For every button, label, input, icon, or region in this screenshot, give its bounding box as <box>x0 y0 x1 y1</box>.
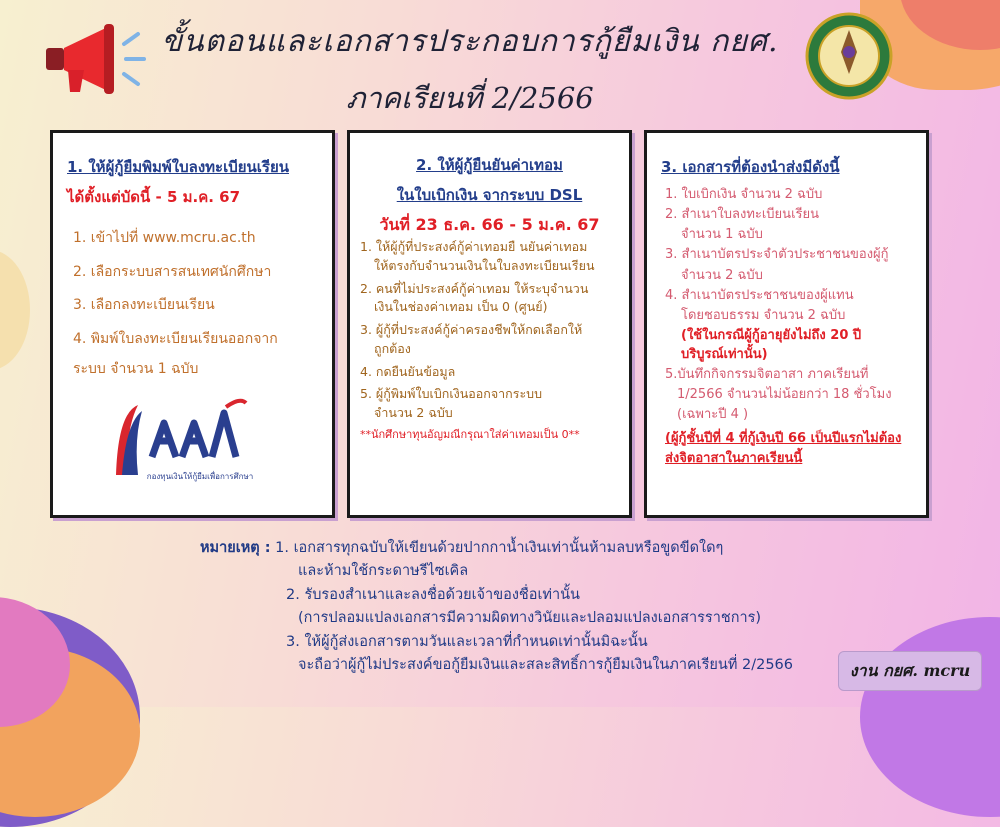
list-item: 3. สำเนาบัตรประจำตัวประชาชนของผู้กู้ <box>665 247 889 263</box>
page-title: ขั้นตอนและเอกสารประกอบการกู้ยืมเงิน กยศ. <box>161 24 779 59</box>
remark-item: และห้ามใช้กระดาษรีไซเคิล <box>298 563 469 580</box>
step1-date: ได้ตั้งแต่บัดนี้ - 5 ม.ค. 67 <box>67 188 241 206</box>
step1-card <box>50 130 335 518</box>
remarks-label: หมายเหตุ : <box>200 540 271 556</box>
step3-heading: 3. เอกสารที่ต้องนำส่งมีดังนี้ <box>661 158 840 176</box>
list-item: 1. ให้ผู้กู้ที่ประสงค์กู้ค่าเทอมยื นยันค่าเทอม <box>360 239 588 254</box>
university-seal-logo <box>805 12 893 100</box>
list-item: ถูกต้อง <box>374 340 411 356</box>
list-item: 3. ผู้กู้ที่ประสงค์กู้ค่าครองชีพให้กดเลือกให้ <box>360 322 583 337</box>
list-item: (เฉพาะปี 4 ) <box>677 407 749 423</box>
footer-badge: งาน กยศ. mcru <box>838 651 982 691</box>
list-item: 5.บันทึกกิจกรรมจิตอาสา ภาคเรียนที่ <box>665 366 869 382</box>
page-subtitle: ภาคเรียนที่ 2/2566 <box>346 81 594 115</box>
remark-item: (การปลอมแปลงเอกสารมีความผิดทางวินัยและปลอมแปลงเอกสารราชการ) <box>298 610 762 627</box>
list-item: เงินในช่องค่าเทอม เป็น 0 (ศูนย์) <box>374 299 548 315</box>
list-item: 4. กดยืนยันข้อมูล <box>360 363 456 379</box>
list-item: 2. คนที่ไม่ประสงค์กู้ค่าเทอม ให้ระบุจำนวน <box>360 280 589 296</box>
list-item: 2. เลือกระบบสารสนเทศนักศึกษา <box>73 263 272 280</box>
list-item: จำนวน 2 ฉบับ <box>681 267 763 283</box>
list-item: จำนวน 2 ฉบับ <box>374 405 453 420</box>
remark-item: 1. เอกสารทุกฉบับให้เขียนด้วยปากกาน้ำเงินเท่านั้นห้ามลบหรือขูดขีดใดๆ <box>275 540 724 556</box>
list-item: 5. ผู้กู้พิมพ์ใบเบิกเงินออกจากระบบ <box>360 386 543 402</box>
remark-item: จะถือว่าผู้กู้ไม่ประสงค์ขอกู้ยืมเงินและสละสิทธิ์การกู้ยืมเงินในภาคเรียนที่ 2/2566 <box>298 657 794 674</box>
step3-warning: (ใช้ในกรณีผู้กู้อายุยังไม่ถึง 20 ปี <box>681 327 862 343</box>
step2-heading: 2. ให้ผู้กู้ยืนยันค่าเทอม <box>416 156 563 174</box>
step3-note: (ผู้กู้ชั้นปีที่ 4 ที่กู้เงินปี 66 เป็นปีแรกไม่ต้อง <box>665 431 902 447</box>
list-item: 4. สำเนาบัตรประชาชนของผู้แทน <box>665 287 854 303</box>
step2-date: วันที่ 23 ธ.ค. 66 - 5 ม.ค. 67 <box>379 215 600 234</box>
background-shape <box>860 617 1000 817</box>
step3-card <box>644 130 929 518</box>
kyosor-logo-text: กองทุนเงินให้กู้ยืมเพื่อการศึกษา <box>146 472 254 481</box>
list-item: 1. ใบเบิกเงิน จำนวน 2 ฉบับ <box>665 187 823 202</box>
remarks-block <box>200 537 840 678</box>
list-item: โดยชอบธรรม จำนวน 2 ฉบับ <box>681 307 846 323</box>
step3-warning: บริบูรณ์เท่านั้น) <box>681 347 768 363</box>
remark-item: 3. ให้ผู้กู้ส่งเอกสารตามวันและเวลาที่กำหนดเท่านั้นมิฉะนั้น <box>286 633 648 650</box>
background-shape <box>0 250 30 370</box>
list-item: 3. เลือกลงทะเบียนเรียน <box>73 297 215 314</box>
list-item: 1/2566 จำนวนไม่น้อยกว่า 18 ชั่วโมง <box>677 387 892 403</box>
step3-note: ส่งจิตอาสาในภาคเรียนนี้ <box>665 450 803 466</box>
megaphone-icon <box>40 18 150 98</box>
title-block <box>150 18 790 121</box>
list-item: ให้ตรงกับจำนวนเงินในใบลงทะเบียนเรียน <box>374 257 595 273</box>
step1-heading: 1. ให้ผู้กู้ยืมพิมพ์ใบลงทะเบียนเรียน <box>67 158 290 176</box>
step2-heading-sub: ในใบเบิกเงิน จากระบบ DSL <box>396 186 583 204</box>
step2-note: **นักศึกษาทุนอัญมณีกรุณาใส่ค่าเทอมเป็น 0** <box>360 427 580 441</box>
list-item: 2. สำเนาใบลงทะเบียนเรียน <box>665 207 819 223</box>
list-item: จำนวน 1 ฉบับ <box>681 227 763 243</box>
step2-card <box>347 130 632 518</box>
remark-item: 2. รับรองสำเนาและลงชื่อด้วยเจ้าของชื่อเท่านั้น <box>286 586 580 603</box>
list-item: ระบบ จำนวน 1 ฉบับ <box>73 360 199 377</box>
list-item: 1. เข้าไปที่ www.mcru.ac.th <box>73 230 256 246</box>
list-item: 4. พิมพ์ใบลงทะเบียนเรียนออกจาก <box>73 331 278 348</box>
